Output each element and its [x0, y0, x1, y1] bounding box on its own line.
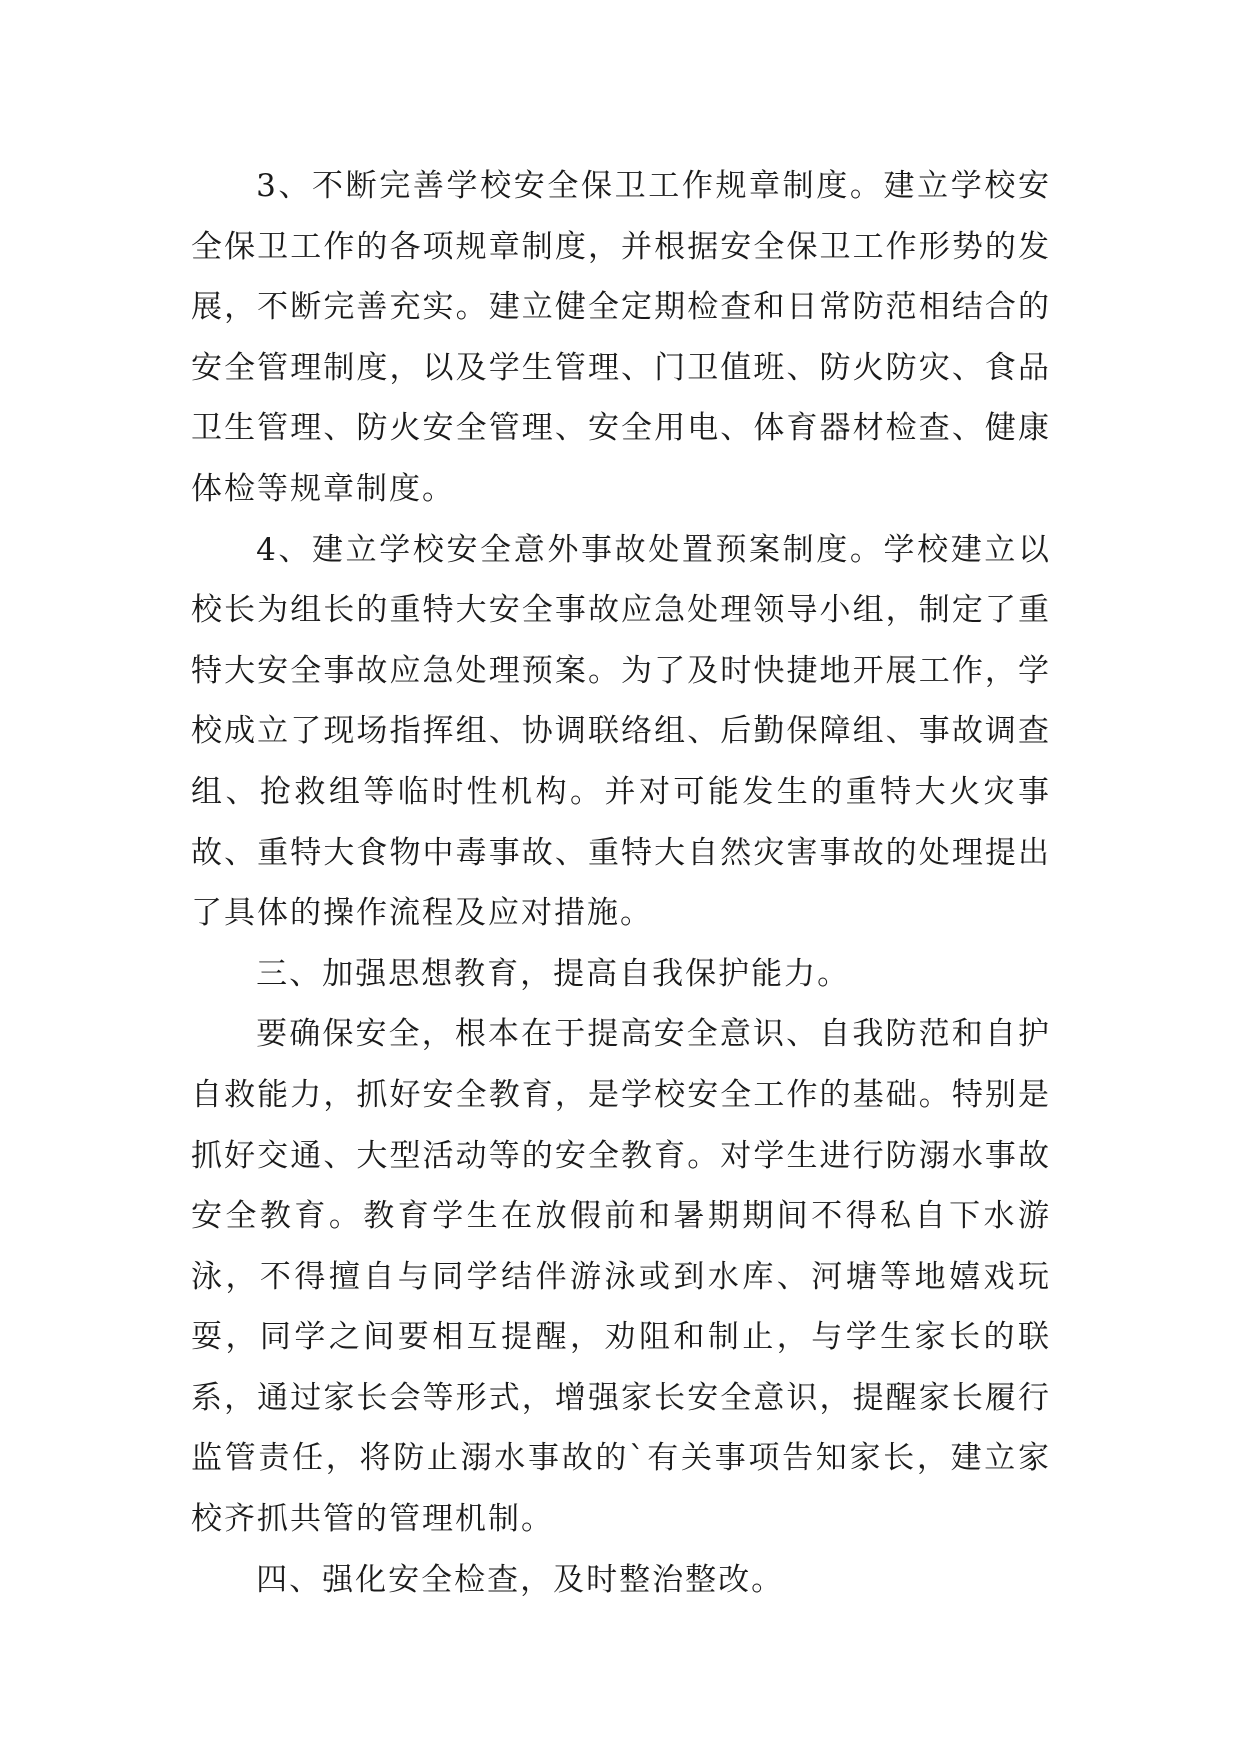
heading-section-three: 三、加强思想教育，提高自我保护能力。: [256, 955, 851, 992]
paragraph-regulations: 3、不断完善学校安全保卫工作规章制度。建立学校安全保卫工作的各项规章制度，并根据安全保卫工作形势的发展，不断完善充实。建立健全定期检查和日常防范相结合的安全管理制度，以及学生管理、门卫值班、防火防灾、食品卫生管理、防火安全管理、安全用电、体育器材检查、健康体检等规章制度。: [191, 168, 1051, 507]
heading-section-four: 四、强化安全检查，及时整治整改。: [256, 1561, 785, 1598]
paragraph-emergency-plan: 4、建立学校安全意外事故处置预案制度。学校建立以校长为组长的重特大安全事故应急处理领导小组，制定了重特大安全事故应急处理预案。为了及时快捷地开展工作，学校成立了现场指挥组、协调联络组、后勤保障组、事故调查组、抢救组等临时性机构。并对可能发生的重特大火灾事故、重特大食物中毒事故、重特大自然灾害事故的处理提出了具体的操作流程及应对措施。: [191, 531, 1051, 932]
document-body: [191, 156, 1051, 1610]
paragraph-safety-education: 要确保安全，根本在于提高安全意识、自我防范和自护自救能力，抓好安全教育，是学校安全工作的基础。特别是抓好交通、大型活动等的安全教育。对学生进行防溺水事故安全教育。教育学生在放假前和暑期期间不得私自下水游泳，不得擅自与同学结伴游泳或到水库、河塘等地嬉戏玩耍，同学之间要相互提醒，劝阻和制止，与学生家长的联系，通过家长会等形式，增强家长安全意识，提醒家长履行监管责任，将防止溺水事故的`有关事项告知家长，建立家校齐抓共管的管理机制。: [191, 1016, 1051, 1538]
